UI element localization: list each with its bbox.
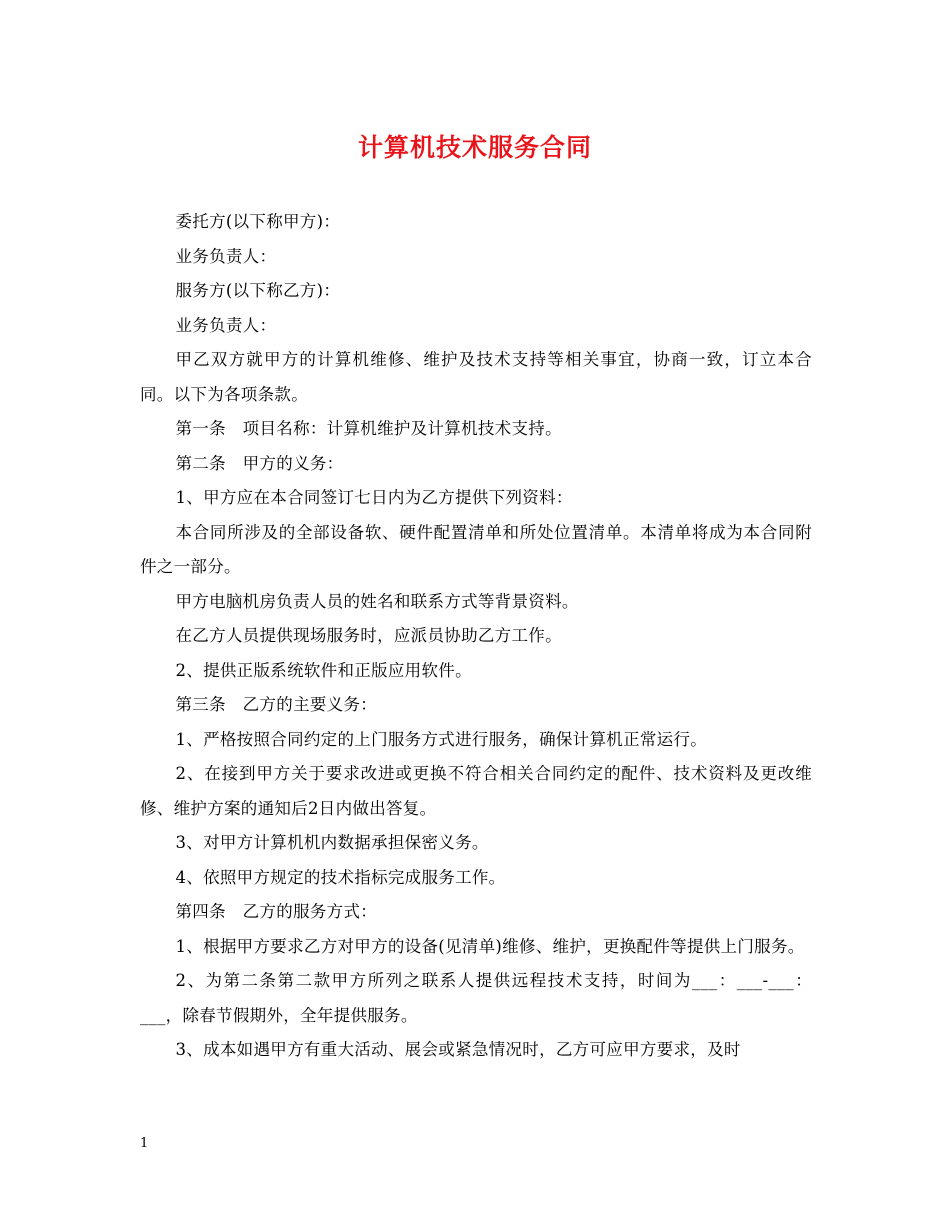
paragraph-provider-contact: 业务负责人： (175, 315, 277, 335)
article-2-heading: 第二条 甲方的义务： (175, 453, 344, 473)
paragraph-client-contact: 业务负责人： (175, 246, 277, 266)
paragraph-provider: 服务方(以下称乙方)： (175, 281, 341, 300)
paragraph-preamble: 甲乙双方就甲方的计算机维修、维护及技术支持等相关事宜，协商一致，订立本合同。以下为各项条款。 (140, 350, 812, 404)
article-2-item-1-b: 甲方电脑机房负责人员的姓名和联系方式等背景资料。 (175, 591, 579, 611)
article-3-item-1: 1、严格按照合同约定的上门服务方式进行服务，确保计算机正常运行。 (175, 729, 708, 749)
paragraph-client: 委托方(以下称甲方)： (175, 212, 341, 231)
page-number: 1 (140, 1136, 149, 1151)
article-2-item-2: 2、提供正版系统软件和正版应用软件。 (175, 660, 472, 680)
article-4-item-2: 2、为第二条第二款甲方所列之联系人提供远程技术支持，时间为___：___-___：___，除春节假期外，全年提供服务。 (140, 971, 812, 1025)
article-3-item-3: 3、对甲方计算机机内数据承担保密义务。 (175, 833, 489, 852)
article-3-item-2: 2、在接到甲方关于要求改进或更换不符合相关合同约定的配件、技术资料及更改维修、维护方案的通知后2日内做出答复。 (140, 764, 812, 818)
document-body (140, 205, 812, 1068)
article-3-heading: 第三条 乙方的主要义务： (175, 695, 378, 714)
article-2-item-1-c: 在乙方人员提供现场服务时，应派员协助乙方工作。 (175, 626, 562, 645)
article-1-heading: 第一条 项目名称：计算机维护及计算机技术支持。 (175, 419, 562, 438)
article-2-item-1: 1、甲方应在本合同签订七日内为乙方提供下列资料： (175, 488, 573, 507)
article-4-item-1: 1、根据甲方要求乙方对甲方的设备(见清单)维修、维护，更换配件等提供上门服务。 (175, 936, 805, 956)
document-title: 计算机技术服务合同 (357, 133, 592, 162)
article-4-item-3: 3、成本如遇甲方有重大活动、展会或紧急情况时，乙方可应甲方要求，及时 (175, 1040, 741, 1059)
article-4-heading: 第四条 乙方的服务方式： (175, 902, 378, 921)
article-2-item-1-a: 本合同所涉及的全部设备软、硬件配置清单和所处位置清单。本清单将成为本合同附件之一部分。 (140, 522, 812, 576)
article-3-item-4: 4、依照甲方规定的技术指标完成服务工作。 (175, 867, 506, 887)
